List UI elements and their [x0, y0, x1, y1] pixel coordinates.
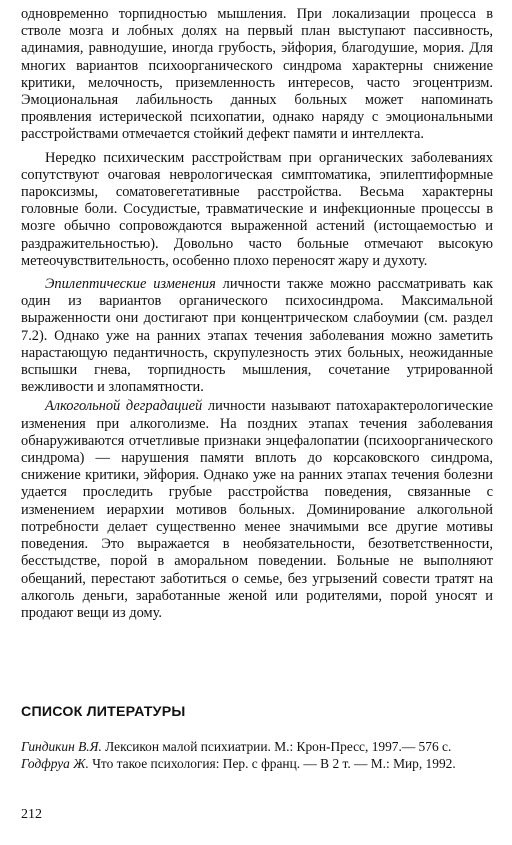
bibliography-entry — [21, 739, 493, 755]
paragraph-neurological-symptoms: Нередко психическим расстройствам при органических заболеваниях сопутствуют очаговая неврологическая симптоматика, эпилептиформные пароксизмы, соматовегетативные расстройства. Весьма характерны головные боли. Сосудистые, травматические и инфекционные процессы в мозге обычно сопровождаются выраженной астений (истощаемостью и раздражительностью). Довольно часто больные отмечают высокую метеочувствительность, особенно плохо переносят жару и духоту. — [21, 149, 493, 269]
bibliography-text: Что такое психология: Пер. с франц. — В 2 т. — М.: Мир, 1992. — [88, 756, 456, 772]
bibliography-heading: СПИСОК ЛИТЕРАТУРЫ — [21, 704, 186, 720]
bibliography-author: Годфруа Ж. — [21, 756, 89, 772]
term-epileptic-changes: Эпилептические изменения — [45, 276, 216, 293]
bibliography-entry — [21, 756, 493, 772]
paragraph-organic-syndrome: одновременно торпидностью мышления. При локализации процесса в стволе мозга и лобных долях на первый план выступают пассивность, адинамия, равнодушие, иногда грубость, эйфория, благодушие, мория. Для многих вариантов психоорганического синдрома характерны снижение критики, мелочность, приземленность интересов, часто эгоцентризм. Эмоциональная лабильность данных больных может напоминать проявления истерической психопатии, однако наряду с эмоциональными расстройствами отмечается стойкий дефект памяти и интеллекта. — [21, 6, 493, 143]
bibliography-list — [21, 739, 493, 772]
bibliography-text: Лексикон малой психиатрии. М.: Крон-Пресс, 1997.— 576 с. — [101, 739, 452, 754]
bibliography-author: Гиндикин В.Я. — [21, 739, 102, 754]
paragraph-alcoholic-text: личности называют патохарактерологические изменения при алкоголизме. На поздних этапах течения заболевания обнаруживаются отчетливые признаки энцефалопатии (психоорганического синдрома) — нарушения памяти вплоть до корсаковского синдрома, снижение критики, эйфория. Однако уже на ранних этапах течения болезни удается проследить грубые расстройства поведения, связанные с изменением иерархии мотивов больных. Доминирование алкогольной потребности делает существенно менее значимыми все другие мотивы поведения. Это выражается в необязательности, безответственности, бесстыдстве, порой в аморальном поведении. Больные не выполняют обещаний, перестают заботиться о семье, без угрызений совести тратят на алкоголь деньги, заработанные женой или родителями, порой уносят и продают вещи из дому. — [21, 398, 493, 621]
paragraph-epileptic-changes — [21, 276, 493, 396]
paragraph-epileptic-text: личности также можно рассматривать как один из вариантов органического психосиндрома. Максимальной выраженности они достигают при концентрическом слабоумии (см. раздел 7.2). Однако уже на ранних этапах течения заболевания можно заметить нарастающую педантичность, скрупулезность этих больных, неожиданные вспышки гнева, торпидность мышления, сочетание утрированной вежливости и злопамятности. — [21, 276, 493, 396]
term-alcoholic-degradation: Алкогольной деградацией — [45, 398, 203, 415]
paragraph-alcoholic-degradation — [21, 398, 493, 622]
page-number: 212 — [21, 807, 42, 822]
page-body — [21, 6, 493, 822]
